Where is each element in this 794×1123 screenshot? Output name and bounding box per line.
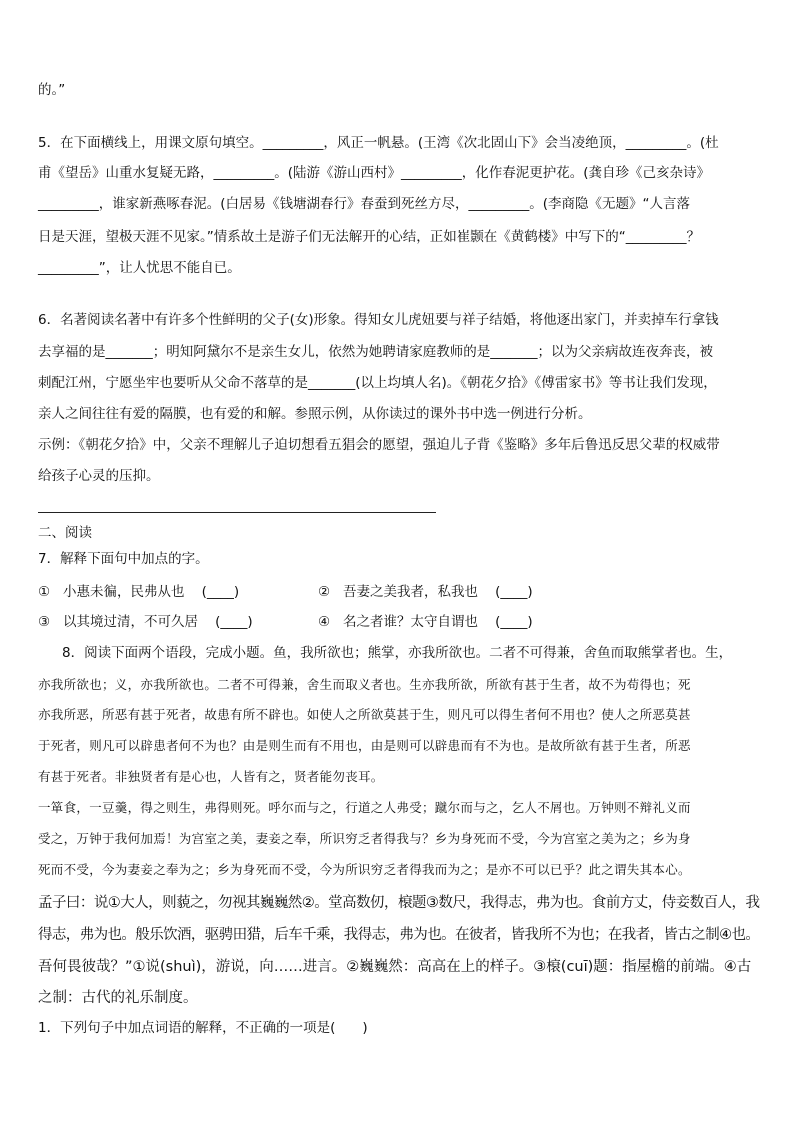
q7-title: 7．解释下面句中加点的字。 [38,551,209,567]
continued-line: 的。” [38,82,66,98]
q8-line-6: 一箪食，一豆羹，得之则生，弗得则死。呼尔而与之，行道之人弗受；蹴尔而与之，乞人不屑也。万钟则不辩礼义而 [38,800,691,815]
option-blank: (____) [215,614,253,630]
option-blank: (____) [495,614,533,630]
q8-line-4: 于死者，则凡可以辟患者何不为也？由是则生而有不用也，由是则可以辟患而有不为也。是故所欲有甚于生者，所恶 [38,738,691,753]
option-text: 小惠未徧，民弗从也 [62,584,185,600]
mencius-line-4: 之制：古代的礼乐制度。 [38,990,198,1006]
mencius-line-1: 孟子曰：说①大人，则藐之，勿视其巍巍然②。堂高数仞，榱题③数尺，我得志，弗为也。食前方丈，侍妾数百人，我 [38,895,760,911]
option-number: ② [318,584,331,600]
option-text: 以其境过清，不可久居 [62,614,198,630]
option-text: 名之者谁？太守自谓也 [342,614,478,630]
q6-example-line-1: 示例：《朝花夕拾》中，父亲不理解儿子迫切想看五猖会的愿望，强迫儿子背《鉴略》多年后鲁迅反思父辈的权威带 [38,437,720,453]
q7-option-2 [318,582,533,602]
q6-line-4: 亲人之间往往有爱的隔膜，也有爱的和解。参照示例，从你读过的课外书中选一例进行分析。 [38,406,592,422]
q5-line-5: _________”，让人忧思不能自已。 [38,260,241,276]
q5-line-3: _________，谁家新燕啄春泥。(白居易《钱塘湖春行》春蚕到死丝方尽，_________。(李商隐《无题》“人言落 [38,196,691,212]
mencius-line-3: 吾何畏彼哉？”①说(shuì)，游说，向……进言。②巍巍然：高高在上的样子。③榱(cuī)题：指屋檐的前端。④古 [38,959,752,975]
q8-line-7: 受之，万钟于我何加焉！为宫室之美，妻妾之奉，所识穷乏者得我与？乡为身死而不受，今为宫室之美为之；乡为身 [38,831,691,846]
q8-line-5: 有甚于死者。非独贤者有是心也，人皆有之，贤者能勿丧耳。 [38,769,384,784]
option-text: 吾妻之美我者，私我也 [342,584,478,600]
q6-line-2: 去享福的是_______；明知阿黛尔不是亲生女儿，依然为她聘请家庭教师的是_______；以为父亲病故连夜奔丧，被 [38,344,713,360]
section-heading: 二、阅读 [38,525,92,541]
q8-line-8: 死而不受，今为妻妾之奉为之；乡为身死而不受，今为所识穷乏者得我而为之；是亦不可以已乎？此之谓失其本心。 [38,862,691,877]
option-number: ③ [38,614,51,630]
option-blank: (____) [495,584,533,600]
q6-example-line-2: 给孩子心灵的压抑。 [38,468,160,484]
q8-line-3: 亦我所恶，所恶有甚于死者，故患有所不辟也。如使人之所欲莫甚于生，则凡可以得生者何不用也？使人之所恶莫甚 [38,707,691,722]
option-number: ④ [318,614,331,630]
q7-option-3 [38,612,253,632]
q8-line-1: 8．阅读下面两个语段，完成小题。鱼，我所欲也；熊掌，亦我所欲也。二者不可得兼，舍鱼而取熊掌者也。生， [62,645,733,661]
q5-line-1: 5．在下面横线上，用课文原句填空。_________，风正一帆悬。(王湾《次北固山下》会当凌绝顶，_________。(杜 [38,135,719,151]
option-blank: (____) [201,584,240,600]
sub-question-1: 1．下列句子中加点词语的解释，不正确的一项是( ) [38,1020,368,1036]
q6-line-3: 刺配江州，宁愿坐牢也要听从父命不落草的是_______(以上均填人名)。《朝花夕拾》《傅雷家书》等书让我们发现， [38,375,717,391]
q8-line-2: 亦我所欲也；义，亦我所欲也。二者不可得兼，舍生而取义者也。生亦我所欲，所欲有甚于生者，故不为苟得也；死 [38,677,691,692]
q5-line-2: 甫《望岳》山重水复疑无路，_________。(陆游《游山西村》_________，化作春泥更护花。(龚自珍《己亥杂诗》 [38,165,711,181]
q7-option-1 [38,582,239,602]
q6-line-1: 6．名著阅读名著中有许多个性鲜明的父子(女)形象。得知女儿虎妞要与祥子结婚，将他逐出家门，并卖掉车行拿钱 [38,312,719,328]
q5-line-4: 日是天涯，望极天涯不见家。”情系故土是游子们无法解开的心结，正如崔颢在《黄鹤楼》中写下的“_________？ [38,229,700,245]
option-number: ① [38,584,51,600]
mencius-line-2: 得志，弗为也。般乐饮酒，驱骋田猎，后车千乘，我得志，弗为也。在彼者，皆我所不为也；在我者，皆古之制④也。 [38,927,760,943]
answer-rule [38,512,436,513]
q7-option-4 [318,612,533,632]
